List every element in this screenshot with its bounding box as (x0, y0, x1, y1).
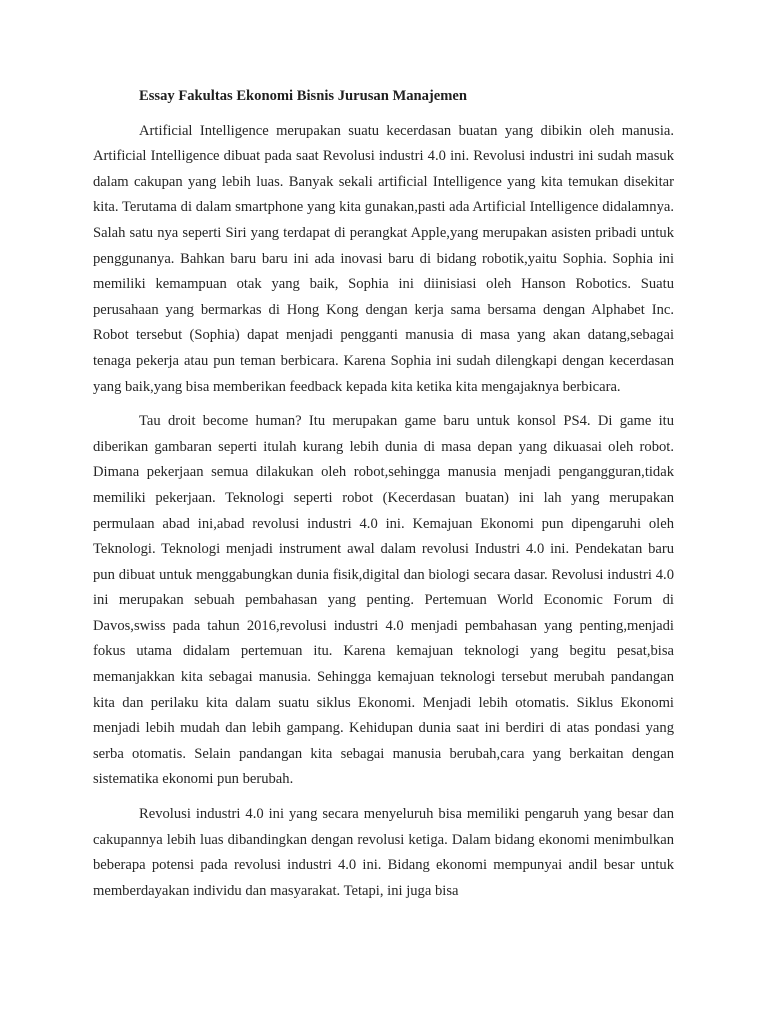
paragraph-1: Artificial Intelligence merupakan suatu kecerdasan buatan yang dibikin oleh manusia. Artificial Intelligence dibuat pada saat Revolusi industri 4.0 ini. Revolusi industri ini sudah masuk dalam cakupan yang lebih luas. Banyak sekali artificial Intelligence yang kita temukan disekitar kita. Terutama di dalam smartphone yang kita gunakan,pasti ada Artificial Intelligence didalamnya. Salah satu nya seperti Siri yang terdapat di perangkat Apple,yang merupakan asisten pribadi untuk penggunanya. Bahkan baru baru ini ada inovasi baru di bidang robotik,yaitu Sophia. Sophia ini memiliki kemampuan otak yang baik, Sophia ini diinisiasi oleh Hanson Robotics. Suatu perusahaan yang bermarkas di Hong Kong dengan kerja sama bersama dengan Alphabet Inc. Robot tersebut (Sophia) dapat menjadi pengganti manusia di masa yang akan datang,sebagai tenaga pekerja atau pun teman berbicara. Karena Sophia ini sudah dilengkapi dengan kecerdasan yang baik,yang bisa memberikan feedback kepada kita ketika kita mengajaknya berbicara. (93, 122, 674, 395)
essay-title: Essay Fakultas Ekonomi Bisnis Jurusan Manajemen (139, 88, 468, 104)
document-body (93, 84, 674, 913)
paragraph-3: Revolusi industri 4.0 ini yang secara menyeluruh bisa memiliki pengaruh yang besar dan cakupannya lebih luas dibandingkan dengan revolusi ketiga. Dalam bidang ekonomi menimbulkan beberapa potensi pada revolusi industri 4.0 ini. Bidang ekonomi mempunyai andil besar untuk memberdayakan individu dan masyarakat. Tetapi, ini juga bisa (93, 806, 674, 899)
paragraph-2: Tau droit become human? Itu merupakan game baru untuk konsol PS4. Di game itu diberikan gambaran seperti itulah kurang lebih dunia di masa depan yang dikuasai oleh robot. Dimana pekerjaan semua dilakukan oleh robot,sehingga manusia menjadi pengangguran,tidak memiliki pekerjaan. Teknologi seperti robot (Kecerdasan buatan) ini lah yang merupakan permulaan abad ini,abad revolusi industri 4.0 ini. Kemajuan Ekonomi pun dipengaruhi oleh Teknologi. Teknologi menjadi instrument awal dalam revolusi Industri 4.0 ini. Pendekatan baru pun dibuat untuk menggabungkan dunia fisik,digital dan biologi secara dasar. Revolusi industri 4.0 ini merupakan sebuah pembahasan yang penting. Pertemuan World Economic Forum di Davos,swiss pada tahun 2016,revolusi industri 4.0 menjadi pembahasan yang penting,menjadi fokus utama didalam pertemuan itu. Karena kemajuan teknologi yang begitu pesat,bisa memanjakkan kita sebagai manusia. Sehingga kemajuan teknologi tersebut merubah pandangan kita dan perilaku kita dalam suatu siklus Ekonomi. Menjadi lebih otomatis. Siklus Ekonomi menjadi lebih mudah dan lebih gampang. Kehidupan dunia saat ini berdiri di atas pondasi yang serba otomatis. Selain pandangan kita sebagai manusia berubah,cara yang berkaitan dengan sistematika ekonomi pun berubah. (93, 413, 674, 788)
